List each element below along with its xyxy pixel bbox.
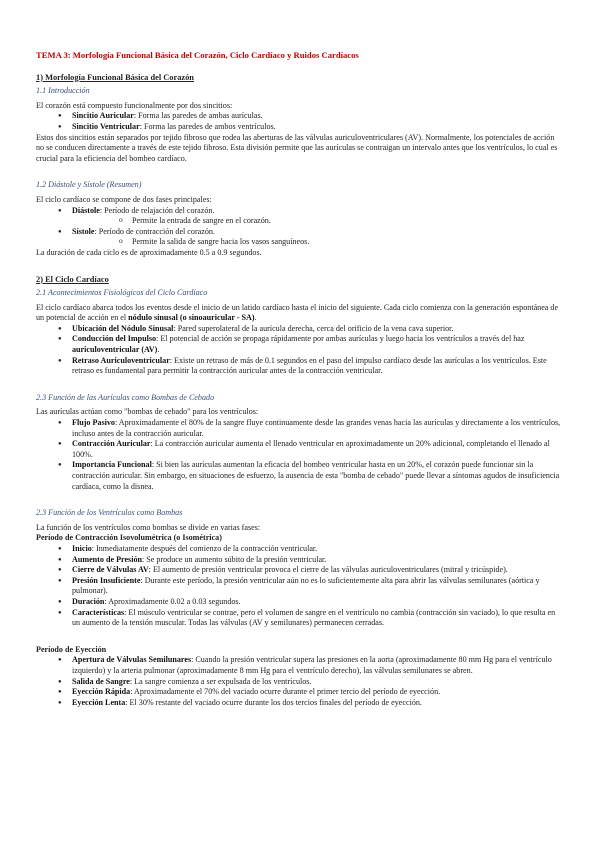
fases-list xyxy=(36,206,564,248)
list-item: ● Cierre de Válvulas AV: El aumento de presión ventricular provoca el cierre de las válvulas auriculoventriculares (mitral y tricúspide). xyxy=(36,565,564,576)
intro-lead: El corazón está compuesto funcionalmente por dos sincitios: xyxy=(36,100,233,110)
subsection-auriculas-title: 2.3 Función de las Aurículas como Bombas de Cebado xyxy=(36,392,215,402)
duration-text: La duración de cada ciclo es de aproximadamente 0.5 a 0.9 segundos. xyxy=(36,247,262,257)
sub-list-item: o Permite la entrada de sangre en el corazón. xyxy=(72,216,564,227)
list-item: ● Eyección Lenta: El 30% restante del vaciado ocurre durante los dos tercios finales del período de eyección. xyxy=(36,698,564,709)
subsection-acontecimientos-title: 2.1 Acontecimientos Fisiológicos del Ciclo Cardíaco xyxy=(36,288,208,298)
list-item: ● Flujo Pasivo: Aproximadamente el 80% de la sangre fluye continuamente desde las grandes venas hacia las aurículas y directamente a los ventrículos, incluso antes de la contracción auricular. xyxy=(36,418,564,439)
list-item: ● Sincitio Auricular: Forma las paredes de ambas aurículas. xyxy=(36,111,564,122)
sincitios-list xyxy=(36,111,564,132)
list-item: ● Características: El músculo ventricular se contrae, pero el volumen de sangre en el ventrículo no cambia (contracción sin vaciado), lo que resulta en un aumento de la tensión muscular. Todas las válvulas (AV y semilunares) permanecen cerradas. xyxy=(36,608,564,629)
subsection-diastole-sistole-title: 1.2 Diástole y Sístole (Resumen) xyxy=(36,180,142,190)
list-item: ● Contracción Auricular: La contracción auricular aumenta el llenado ventricular en aproximadamente un 20% adicional, completando el llenado al 100%. xyxy=(36,439,564,460)
auriculas-lead: Las aurículas actúan como "bombas de cebado" para los ventrículos: xyxy=(36,407,259,417)
list-item: ● Eyección Rápida: Aproximadamente el 70% del vaciado ocurre durante el primer tercio del período de eyección. xyxy=(36,687,564,698)
list-item: ● Diástole: Período de relajación del corazón. o Permite la entrada de sangre en el corazón. xyxy=(36,206,564,227)
auriculas-list xyxy=(36,418,564,492)
list-item: ● Presión Insuficiente: Durante este período, la presión ventricular aún no es lo suficientemente alta para abrir las válvulas semilunares (aórtica y pulmonar). xyxy=(36,576,564,597)
list-item: ● Importancia Funcional: Si bien las aurículas aumentan la eficacia del bombeo ventricular hasta en un 20%, el corazón puede funcionar sin la contracción auricular. Sin embargo, en situaciones de esfuerzo, la ausencia de esta "bomba de cebado" puede llevar a síntomas agudos de insuficiencia cardíaca, como la disnea. xyxy=(36,460,564,492)
list-item: ● Sincitio Ventricular: Forma las paredes de ambos ventrículos. xyxy=(36,122,564,133)
section-1-heading: 1) Morfología Funcional Básica del Corazón xyxy=(36,72,194,82)
intro-paragraph: Estos dos sincitios están separados por tejido fibroso que rodea las aberturas de las válvulas auriculoventriculares (AV). Normalmente, los potenciales de acción no se conducen directamente a través de este tejido fibroso. Esta división permite que las aurículas se contraigan un intervalo antes que los ventrículos, lo cual es crucial para la eficiencia del bombeo cardíaco. xyxy=(36,132,558,163)
list-item: ● Ubicación del Nódulo Sinusal: Pared superolateral de la aurícula derecha, cerca del orificio de la vena cava superior. xyxy=(36,324,564,335)
contraccion-list xyxy=(36,544,564,629)
subsection-introduccion-title: 1.1 Introducción xyxy=(36,86,90,96)
list-item: ● Sístole: Período de contracción del corazón. o Permite la salida de sangre hacia los vasos sanguíneos. xyxy=(36,227,564,248)
subsection-ventriculos-title: 2.3 Función de los Ventrículos como Bombas xyxy=(36,508,183,518)
list-item: ● Aumento de Presión: Se produce un aumento súbito de la presión ventricular. xyxy=(36,555,564,566)
section-2-heading: 2) El Ciclo Cardíaco xyxy=(36,274,109,284)
acontecimientos-list xyxy=(36,324,564,377)
list-item: ● Apertura de Válvulas Semilunares: Cuando la presión ventricular supera las presiones en la aorta (aproximadamente 80 mm Hg para el ventrículo izquierdo) y la arteria pulmonar (aproximadamente 8 mm Hg para el ventrículo derecho), las válvulas semilunares se abren. xyxy=(36,655,564,676)
list-item: ● Duración: Aproximadamente 0.02 a 0.03 segundos. xyxy=(36,597,564,608)
list-item: ● Conducción del Impulso: El potencial de acción se propaga rápidamente por ambas aurículas y luego hacia los ventrículos a través del haz auriculoventricular (AV). xyxy=(36,334,564,355)
list-item: ● Inicio: Inmediatamente después del comienzo de la contracción ventricular. xyxy=(36,544,564,555)
ciclo-paragraph: El ciclo cardíaco abarca todos los eventos desde el inicio de un latido cardíaco hasta el inicio del siguiente. Cada ciclo comienza con la generación espontánea de un potencial de acción en el nódulo sinusal (o sinoauricular - SA). xyxy=(36,302,559,323)
ventriculos-lead: La función de los ventrículos como bombas se divide en varias fases: xyxy=(36,522,261,532)
eyeccion-heading: Período de Eyección xyxy=(36,644,107,654)
sub-list-item: o Permite la salida de sangre hacia los vasos sanguíneos. xyxy=(72,237,564,248)
ds-lead: El ciclo cardíaco se compone de dos fases principales: xyxy=(36,194,212,204)
eyeccion-list xyxy=(36,655,564,708)
list-item: ● Retraso Auriculoventricular: Existe un retraso de más de 0.1 segundos en el paso del impulso cardíaco desde las aurículas a los ventrículos. Este retraso es fundamental para permitir la contracción auricular antes de la contracción ventricular. xyxy=(36,356,564,377)
document-title: TEMA 3: Morfología Funcional Básica del Corazón, Ciclo Cardíaco y Ruidos Cardíacos xyxy=(36,50,359,60)
contraccion-isovolumetrica-heading: Período de Contracción Isovolumétrica (o Isométrica) xyxy=(36,533,222,543)
list-item: ● Salida de Sangre: La sangre comienza a ser expulsada de los ventrículos. xyxy=(36,677,564,688)
